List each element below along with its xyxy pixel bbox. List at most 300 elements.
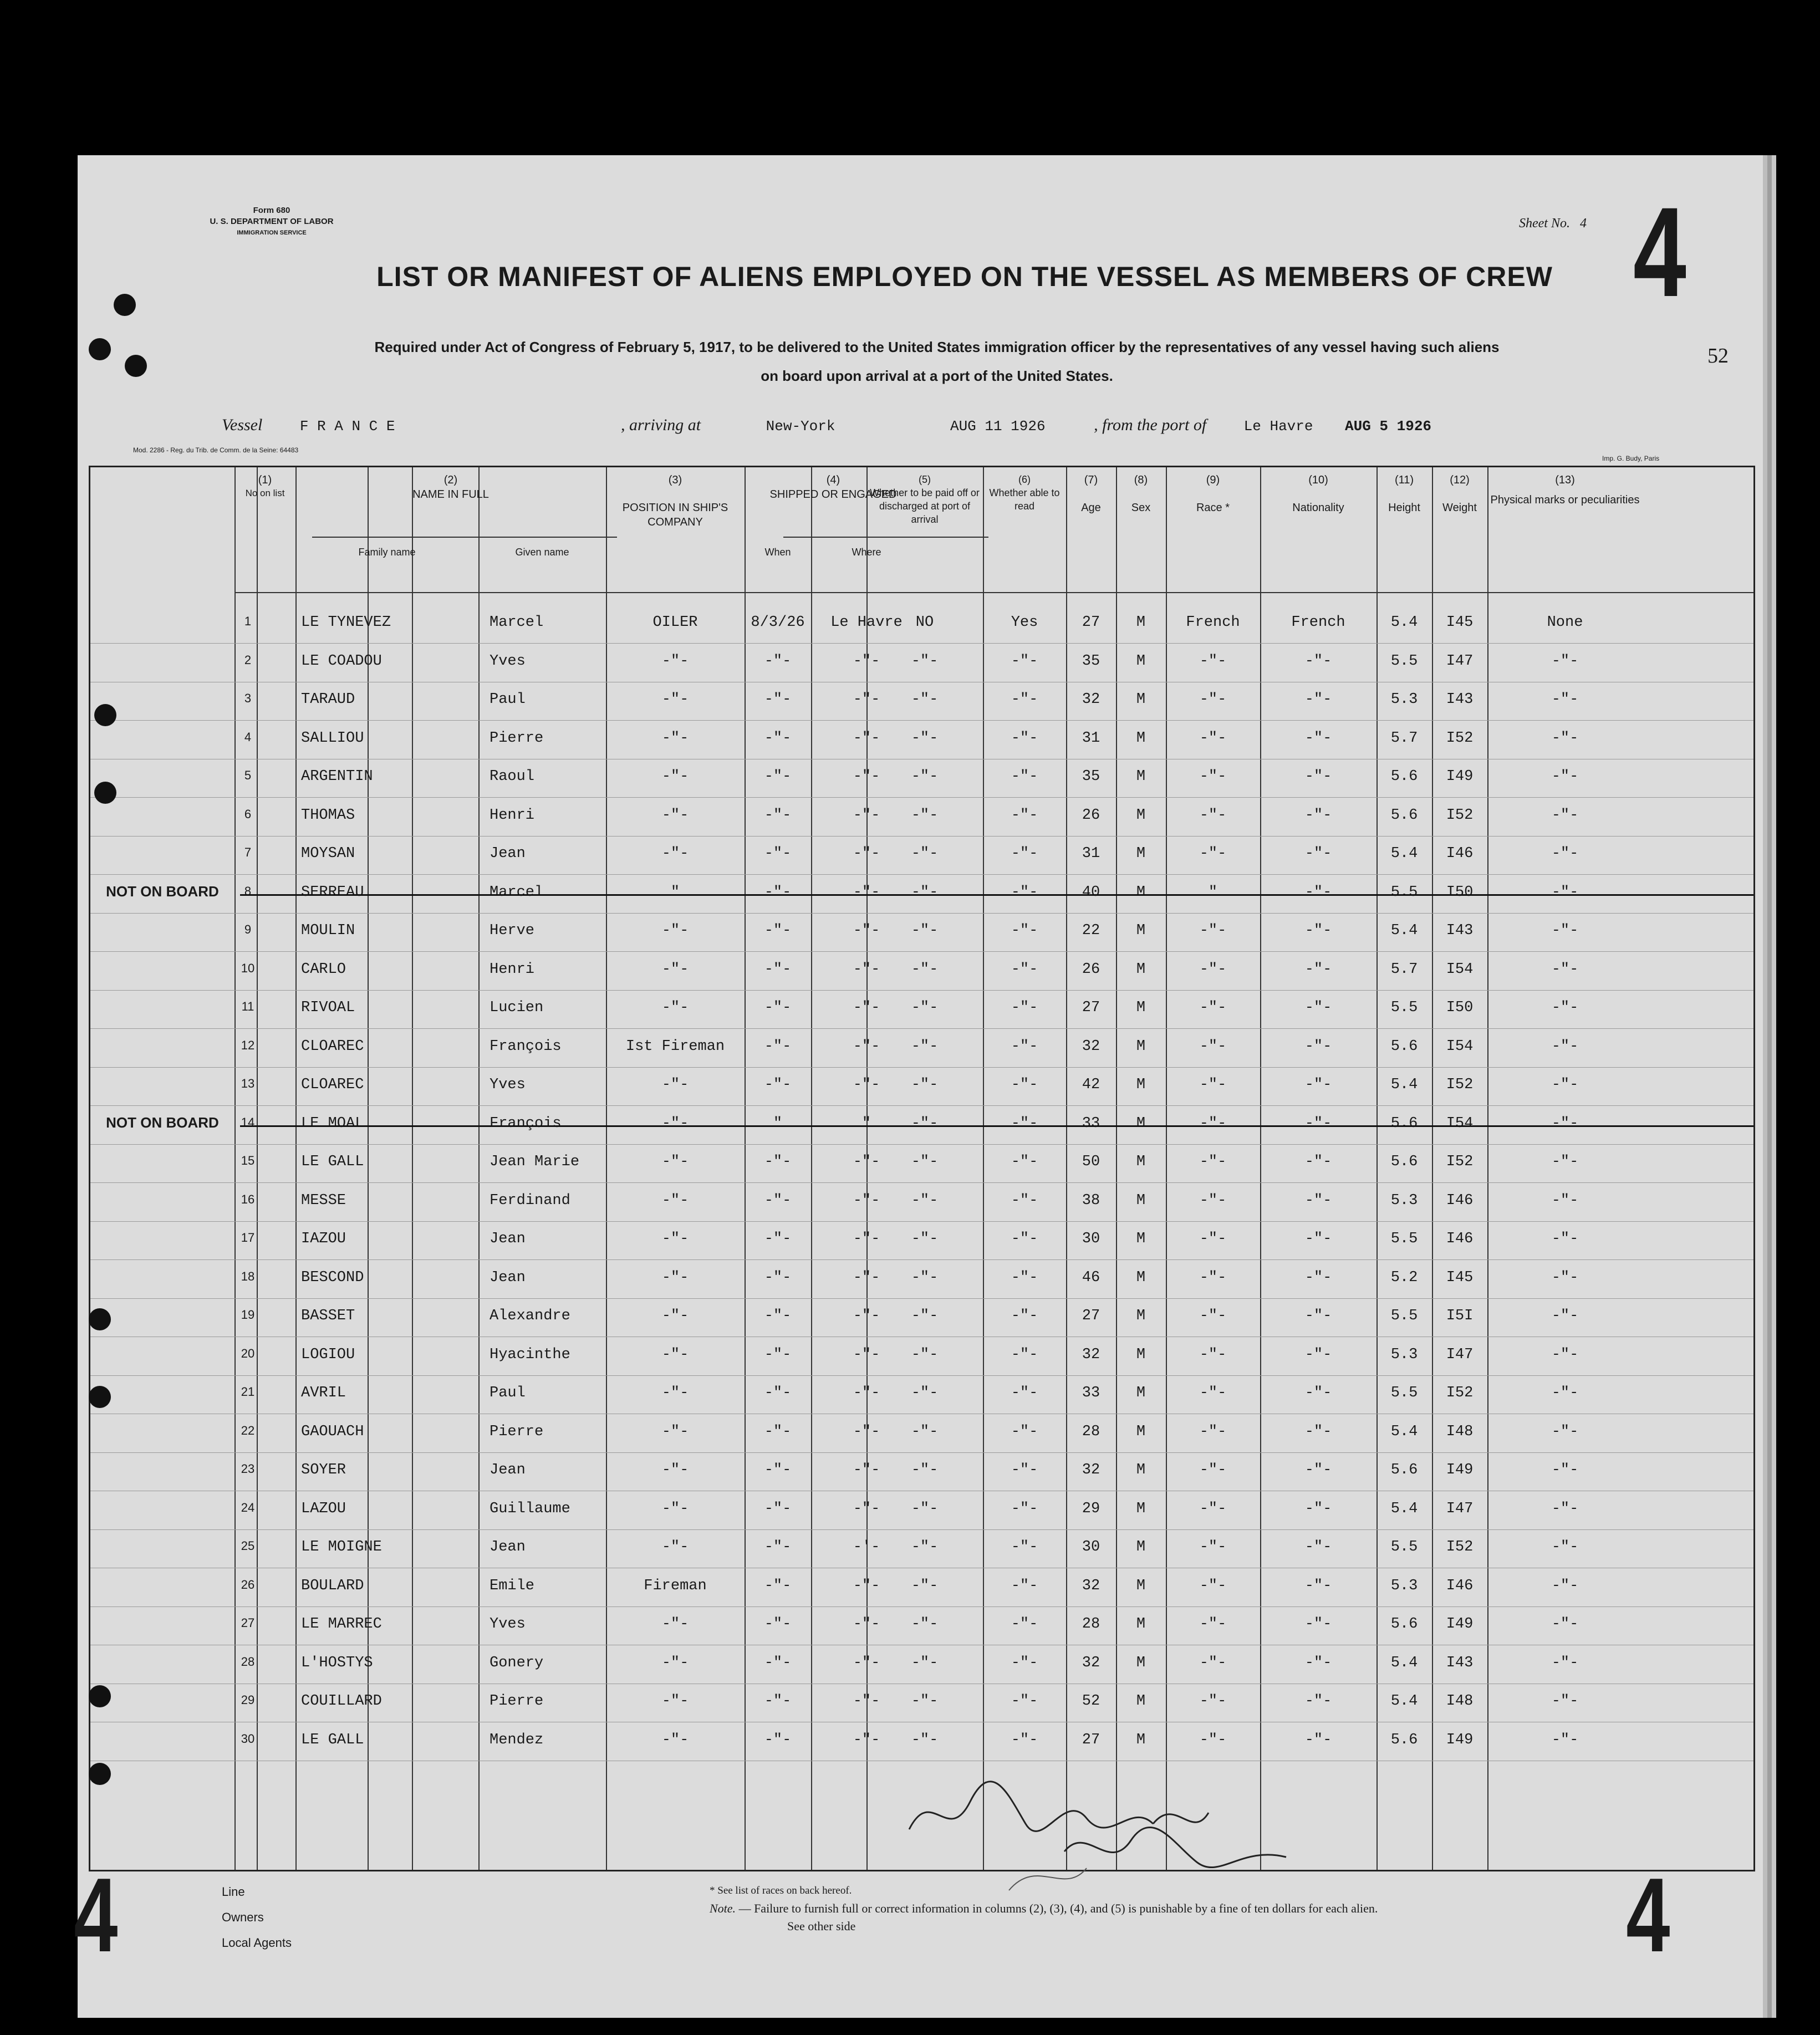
cell-shipped-when: -"-: [764, 884, 792, 901]
cell-position: -"-: [661, 1654, 689, 1671]
cell-paid-off: -"-: [911, 1731, 939, 1748]
cell-height: 5.3: [1390, 691, 1418, 708]
cell-row-number: 12: [241, 1038, 255, 1052]
cell-physical-marks: -"-: [1551, 1693, 1579, 1710]
cell-able-to-read: -"-: [1011, 1231, 1038, 1247]
cell-row-number: 4: [244, 730, 252, 744]
cell-physical-marks: -"-: [1551, 807, 1579, 824]
cell-nationality: -"-: [1304, 1654, 1332, 1671]
cell-age: 35: [1082, 768, 1100, 785]
cell-able-to-read: -"-: [1011, 768, 1038, 785]
punch-hole: [89, 1763, 111, 1785]
cell-family-name: THOMAS: [301, 807, 355, 824]
cell-age: 50: [1082, 1154, 1100, 1170]
cell-family-name: LE TYNEVEZ: [301, 614, 391, 631]
cell-row-number: 2: [244, 652, 252, 667]
cell-family-name: BASSET: [301, 1308, 355, 1324]
cell-weight: I43: [1446, 691, 1474, 708]
cell-shipped-where: -"-: [853, 999, 880, 1016]
cell-height: 5.4: [1390, 1654, 1418, 1671]
cell-row-number: 11: [241, 999, 254, 1013]
cell-height: 5.4: [1390, 845, 1418, 862]
cell-weight: I43: [1446, 922, 1474, 939]
cell-given-name: Henri: [490, 807, 535, 824]
cell-race: French: [1186, 614, 1240, 631]
cell-shipped-where: -"-: [853, 1269, 880, 1286]
cell-age: 26: [1082, 961, 1100, 978]
cell-age: 32: [1082, 1462, 1100, 1478]
cell-physical-marks: -"-: [1551, 1654, 1579, 1671]
cell-nationality: -"-: [1304, 1308, 1332, 1324]
cell-weight: I46: [1446, 1231, 1474, 1247]
cell-height: 5.3: [1390, 1192, 1418, 1209]
cell-race: -"-: [1199, 1654, 1227, 1671]
cell-weight: I47: [1446, 1500, 1474, 1517]
cell-sex: M: [1136, 1269, 1146, 1286]
cell-weight: I50: [1446, 999, 1474, 1016]
corner-number-left: 4: [74, 1857, 118, 1974]
cell-sex: M: [1136, 1462, 1146, 1478]
cell-shipped-where: -"-: [853, 1308, 880, 1324]
cell-physical-marks: -"-: [1551, 1038, 1579, 1055]
cell-race: -"-: [1199, 1077, 1227, 1093]
cell-nationality: -"-: [1304, 1231, 1332, 1247]
cell-height: 5.6: [1390, 1731, 1418, 1748]
cell-able-to-read: -"-: [1011, 807, 1038, 824]
cell-shipped-when: -"-: [764, 691, 792, 708]
cell-shipped-when: -"-: [764, 1154, 792, 1170]
cell-paid-off: -"-: [911, 1423, 939, 1440]
page-subtitle: [188, 333, 1685, 390]
cell-age: 31: [1082, 845, 1100, 862]
cell-family-name: IAZOU: [301, 1231, 346, 1247]
cell-shipped-where: -"-: [853, 1346, 880, 1363]
cell-height: 5.6: [1390, 1154, 1418, 1170]
cell-sex: M: [1136, 1616, 1146, 1633]
cell-weight: I54: [1446, 961, 1474, 978]
cell-family-name: LE GALL: [301, 1154, 364, 1170]
cell-position: -"-: [661, 1154, 689, 1170]
cell-row-number: 17: [241, 1231, 255, 1245]
cell-weight: I52: [1446, 1539, 1474, 1555]
cell-paid-off: -"-: [911, 768, 939, 785]
cell-row-number: 25: [241, 1539, 255, 1553]
cell-shipped-when: -"-: [764, 1038, 792, 1055]
cell-row-number: 24: [241, 1500, 255, 1514]
arriving-label: , arriving at: [620, 416, 701, 434]
cell-position: -"-: [661, 1115, 689, 1132]
cell-row-number: 22: [241, 1423, 255, 1437]
col-2a-header: Family name: [358, 547, 416, 558]
cell-nationality: -"-: [1304, 961, 1332, 978]
page-number: 52: [1707, 344, 1729, 368]
cell-race: -"-: [1199, 1115, 1227, 1132]
cell-shipped-where: -'-: [853, 1539, 880, 1555]
cell-age: 42: [1082, 1077, 1100, 1093]
cell-height: 5.6: [1390, 807, 1418, 824]
cell-shipped-when: -"-: [764, 845, 792, 862]
cell-race: -"-: [1199, 845, 1227, 862]
cell-row-number: 20: [241, 1346, 255, 1360]
cell-nationality: -"-: [1304, 884, 1332, 901]
col-4b-header: Where: [852, 547, 881, 558]
cell-weight: I45: [1446, 614, 1474, 631]
cell-age: 32: [1082, 1577, 1100, 1594]
cell-able-to-read: -"-: [1011, 1693, 1038, 1710]
cell-paid-off: -"-: [911, 1038, 939, 1055]
cell-race: -"-: [1199, 1231, 1227, 1247]
cell-weight: I52: [1446, 1154, 1474, 1170]
cell-race: -"-: [1199, 1731, 1227, 1748]
cell-able-to-read: -"-: [1011, 652, 1038, 670]
cell-sex: M: [1136, 652, 1146, 670]
cell-age: 32: [1082, 691, 1100, 708]
cell-height: 5.5: [1390, 884, 1418, 901]
cell-shipped-where: -"-: [853, 1693, 880, 1710]
cell-sex: M: [1136, 1423, 1146, 1440]
cell-shipped-when: -"-: [764, 1308, 792, 1324]
cell-height: 5.4: [1390, 922, 1418, 939]
cell-shipped-when: -"-: [764, 730, 792, 747]
cell-sex: M: [1136, 1654, 1146, 1671]
cell-weight: I5I: [1446, 1308, 1474, 1324]
cell-family-name: BOULARD: [301, 1577, 364, 1594]
races-note: * See list of races on back hereof.: [710, 1885, 852, 1896]
cell-nationality: -"-: [1304, 807, 1332, 824]
cell-sex: M: [1136, 1154, 1146, 1170]
cell-physical-marks: -"-: [1551, 1346, 1579, 1363]
cell-nationality: -"-: [1304, 691, 1332, 708]
cell-family-name: SOYER: [301, 1462, 346, 1478]
cell-paid-off: -"-: [911, 999, 939, 1016]
cell-given-name: Paul: [490, 691, 526, 708]
cell-family-name: COUILLARD: [301, 1693, 382, 1710]
col-12-header: (12) Weight: [1442, 474, 1477, 514]
agents-label: Local Agents: [222, 1936, 292, 1950]
cell-given-name: Mendez: [490, 1731, 544, 1748]
cell-height: 5.6: [1390, 768, 1418, 785]
cell-sex: M: [1136, 1346, 1146, 1363]
cell-position: -"-: [661, 1539, 689, 1555]
cell-age: 30: [1082, 1231, 1100, 1247]
cell-shipped-when: -"-: [764, 922, 792, 939]
cell-able-to-read: -"-: [1011, 1616, 1038, 1633]
cell-nationality: -"-: [1304, 1462, 1332, 1478]
cell-given-name: Jean: [490, 1269, 526, 1286]
cell-position: -"-: [661, 845, 689, 862]
cell-race: -"-: [1199, 807, 1227, 824]
cell-weight: I47: [1446, 1346, 1474, 1363]
cell-race: -"-: [1199, 961, 1227, 978]
cell-given-name: Pierre: [490, 730, 544, 747]
cell-family-name: L'HOSTYS: [301, 1654, 373, 1671]
handwritten-signature: [898, 1763, 1397, 1896]
cell-physical-marks: -"-: [1551, 999, 1579, 1016]
cell-able-to-read: -"-: [1011, 1500, 1038, 1517]
cell-family-name: MOYSAN: [301, 845, 355, 862]
cell-race: -"-: [1199, 730, 1227, 747]
cell-height: 5.6: [1390, 1038, 1418, 1055]
cell-able-to-read: -"-: [1011, 1346, 1038, 1363]
cell-shipped-when: -"-: [764, 1192, 792, 1209]
cell-given-name: Hyacinthe: [490, 1346, 570, 1363]
big-sheet-number: 4: [1633, 181, 1686, 323]
cell-nationality: -"-: [1304, 845, 1332, 862]
punch-hole: [94, 704, 116, 726]
cell-paid-off: -"-: [911, 845, 939, 862]
arriving-date: AUG 11 1926: [950, 418, 1046, 435]
cell-age: 38: [1082, 1192, 1100, 1209]
cell-family-name: MOULIN: [301, 922, 355, 939]
cell-position: -"-: [661, 730, 689, 747]
cell-height: 5.7: [1390, 730, 1418, 747]
cell-row-number: 7: [244, 845, 252, 859]
cell-given-name: Jean: [490, 1231, 526, 1247]
cell-given-name: Marcel: [490, 614, 544, 631]
cell-family-name: GAOUACH: [301, 1423, 364, 1440]
cell-age: 40: [1082, 884, 1100, 901]
col-6-header: (6) Whether able to read: [989, 474, 1060, 512]
cell-race: -"-: [1199, 1038, 1227, 1055]
cell-shipped-when: -"-: [764, 1346, 792, 1363]
cell-sex: M: [1136, 1115, 1146, 1132]
from-label: , from the port of: [1094, 416, 1207, 434]
cell-age: 27: [1082, 999, 1100, 1016]
cell-height: 5.6: [1390, 1462, 1418, 1478]
cell-row-number: 16: [241, 1192, 255, 1206]
cell-nationality: -"-: [1304, 1346, 1332, 1363]
cell-physical-marks: -"-: [1551, 1308, 1579, 1324]
cell-shipped-when: -"-: [764, 999, 792, 1016]
cell-family-name: CLOAREC: [301, 1077, 364, 1093]
cell-able-to-read: -"-: [1011, 1115, 1038, 1132]
cell-given-name: Jean Marie: [490, 1154, 580, 1170]
cell-position: ": [670, 884, 680, 901]
cell-weight: I52: [1446, 730, 1474, 747]
cell-sex: M: [1136, 1231, 1146, 1247]
cell-position: -"-: [661, 1346, 689, 1363]
cell-given-name: François: [490, 1038, 562, 1055]
cell-shipped-where: -"-: [853, 1577, 880, 1594]
cell-height: 5.4: [1390, 1693, 1418, 1710]
cell-age: 27: [1082, 614, 1100, 631]
cell-given-name: Yves: [490, 1077, 526, 1093]
cell-family-name: MESSE: [301, 1192, 346, 1209]
cell-nationality: -"-: [1304, 1077, 1332, 1093]
cell-paid-off: -"-: [911, 1269, 939, 1286]
punch-hole: [114, 294, 136, 316]
cell-family-name: LE MOIGNE: [301, 1539, 382, 1555]
note-text: — Failure to furnish full or correct information in columns (2), (3), (4), and (5) is punishable by a fine of ten dollars for each alien.: [738, 1901, 1378, 1915]
cell-sex: M: [1136, 1192, 1146, 1209]
from-date: AUG 5 1926: [1345, 418, 1432, 435]
cell-position: -"-: [661, 961, 689, 978]
cell-row-number: 14: [241, 1115, 255, 1129]
service-name: IMMIGRATION SERVICE: [237, 229, 307, 236]
cell-physical-marks: -"-: [1551, 1385, 1579, 1401]
cell-sex: M: [1136, 999, 1146, 1016]
cell-shipped-where: -"-: [853, 1231, 880, 1247]
cell-position: -"-: [661, 1231, 689, 1247]
not-on-board-label: NOT ON BOARD: [106, 1114, 219, 1131]
cell-age: 31: [1082, 730, 1100, 747]
cell-nationality: French: [1291, 614, 1345, 631]
cell-family-name: RIVOAL: [301, 999, 355, 1016]
cell-family-name: ARGENTIN: [301, 768, 373, 785]
cell-race: -"-: [1199, 1577, 1227, 1594]
cell-able-to-read: -"-: [1011, 845, 1038, 862]
cell-able-to-read: -"-: [1011, 1038, 1038, 1055]
cell-nationality: -"-: [1304, 1115, 1332, 1132]
cell-paid-off: -"-: [911, 691, 939, 708]
cell-shipped-when: -"-: [764, 1077, 792, 1093]
col-9-header: (9) Race *: [1196, 474, 1230, 514]
cell-paid-off: -"-: [911, 1115, 939, 1132]
not-on-board-label: NOT ON BOARD: [106, 883, 219, 900]
cell-paid-off: -"-: [911, 652, 939, 670]
cell-age: 28: [1082, 1423, 1100, 1440]
col-10-header: (10) Nationality: [1292, 474, 1344, 514]
cell-able-to-read: -"-: [1011, 691, 1038, 708]
cell-nationality: -"-: [1304, 999, 1332, 1016]
cell-shipped-where: -"-: [853, 730, 880, 747]
cell-shipped-where: -"-: [853, 884, 880, 901]
cell-age: 26: [1082, 807, 1100, 824]
cell-race: -"-: [1199, 1385, 1227, 1401]
cell-family-name: CLOAREC: [301, 1038, 364, 1055]
cell-shipped-when: -"-: [764, 652, 792, 670]
cell-family-name: TARAUD: [301, 691, 355, 708]
cell-able-to-read: -"-: [1011, 1731, 1038, 1748]
cell-race: -"-: [1199, 1308, 1227, 1324]
strikethrough-line: [240, 1125, 1753, 1127]
cell-shipped-where: -"-: [853, 1500, 880, 1517]
cell-position: -"-: [661, 652, 689, 670]
cell-sex: M: [1136, 922, 1146, 939]
cell-physical-marks: -"-: [1551, 1577, 1579, 1594]
cell-age: 46: [1082, 1269, 1100, 1286]
col-7-header: (7) Age: [1081, 474, 1101, 514]
cell-race: -"-: [1199, 1154, 1227, 1170]
cell-physical-marks: -"-: [1551, 1192, 1579, 1209]
cell-position: Fireman: [644, 1577, 707, 1594]
cell-given-name: Herve: [490, 922, 535, 939]
punch-hole: [89, 1685, 111, 1707]
sheet-value: 4: [1579, 216, 1587, 231]
cell-shipped-when: -"-: [764, 961, 792, 978]
cell-nationality: -"-: [1304, 730, 1332, 747]
owners-label: Owners: [222, 1910, 264, 1924]
cell-position: -"-: [661, 1500, 689, 1517]
cell-paid-off: NO: [915, 614, 934, 631]
cell-family-name: LE MARREC: [301, 1616, 382, 1633]
cell-paid-off: -"-: [911, 884, 939, 901]
cell-race: -"-: [1199, 652, 1227, 670]
cell-position: -"-: [661, 999, 689, 1016]
sheet-label: Sheet No.: [1519, 216, 1570, 231]
cell-nationality: -"-: [1304, 1038, 1332, 1055]
cell-able-to-read: -"-: [1011, 730, 1038, 747]
cell-race: -"-: [1199, 768, 1227, 785]
cell-age: 22: [1082, 922, 1100, 939]
corner-number-right: 4: [1626, 1857, 1670, 1974]
cell-nationality: -"-: [1304, 922, 1332, 939]
cell-height: 5.6: [1390, 1115, 1418, 1132]
cell-shipped-when: -"-: [764, 1616, 792, 1633]
cell-able-to-read: -"-: [1011, 1192, 1038, 1209]
cell-nationality: -"-: [1304, 1616, 1332, 1633]
cell-height: 5.4: [1390, 1500, 1418, 1517]
cell-weight: I52: [1446, 1385, 1474, 1401]
cell-sex: M: [1136, 1731, 1146, 1748]
cell-physical-marks: -"-: [1551, 1731, 1579, 1748]
footer-labels: [222, 1879, 292, 1956]
punch-hole: [94, 782, 116, 804]
cell-height: 5.5: [1390, 1385, 1418, 1401]
cell-shipped-where: -"-: [853, 1654, 880, 1671]
cell-shipped-where: -"-: [853, 1616, 880, 1633]
cell-row-number: 5: [244, 768, 252, 782]
cell-shipped-when: -"-: [764, 1385, 792, 1401]
cell-race: -"-: [1199, 922, 1227, 939]
cell-sex: M: [1136, 1308, 1146, 1324]
cell-given-name: Gonery: [490, 1654, 544, 1671]
cell-paid-off: -"-: [911, 1654, 939, 1671]
cell-row-number: 13: [241, 1077, 255, 1090]
cell-height: 5.4: [1390, 614, 1418, 631]
cell-sex: M: [1136, 1693, 1146, 1710]
cell-shipped-where: -"-: [853, 1731, 880, 1748]
line-label: Line: [222, 1885, 245, 1899]
cell-position: -"-: [661, 1616, 689, 1633]
cell-shipped-when: ": [773, 1115, 783, 1132]
cell-weight: I50: [1446, 884, 1474, 901]
cell-shipped-where: -"-: [853, 807, 880, 824]
cell-race: -"-: [1199, 1693, 1227, 1710]
cell-given-name: Henri: [490, 961, 535, 978]
cell-shipped-where: -"-: [853, 652, 880, 670]
cell-shipped-when: -"-: [764, 1654, 792, 1671]
cell-physical-marks: None: [1547, 614, 1583, 631]
cell-nationality: -"-: [1304, 1423, 1332, 1440]
cell-physical-marks: -"-: [1551, 652, 1579, 670]
cell-nationality: -"-: [1304, 1192, 1332, 1209]
cell-paid-off: -"-: [911, 1346, 939, 1363]
cell-row-number: 26: [241, 1577, 255, 1592]
cell-able-to-read: -"-: [1011, 884, 1038, 901]
col-11-header: (11) Height: [1388, 474, 1420, 514]
cell-sex: M: [1136, 1038, 1146, 1055]
cell-given-name: François: [490, 1115, 562, 1132]
cell-race: ": [1208, 884, 1218, 901]
cell-height: 5.5: [1390, 999, 1418, 1016]
cell-row-number: 6: [244, 807, 252, 821]
cell-row-number: 27: [241, 1616, 255, 1630]
cell-able-to-read: Yes: [1011, 614, 1038, 631]
cell-able-to-read: -"-: [1011, 1654, 1038, 1671]
cell-shipped-where: -"-: [853, 845, 880, 862]
col-3-header: (3) POSITION IN SHIP'S COMPANY: [622, 474, 728, 528]
cell-shipped-when: -"-: [764, 807, 792, 824]
cell-able-to-read: -"-: [1011, 1385, 1038, 1401]
cell-weight: I46: [1446, 1577, 1474, 1594]
cell-able-to-read: -"-: [1011, 1269, 1038, 1286]
col-2b-header: Given name: [515, 547, 569, 558]
cell-row-number: 1: [244, 614, 252, 628]
punch-hole: [89, 338, 111, 360]
cell-family-name: AVRIL: [301, 1385, 346, 1401]
punch-hole: [89, 1308, 111, 1330]
